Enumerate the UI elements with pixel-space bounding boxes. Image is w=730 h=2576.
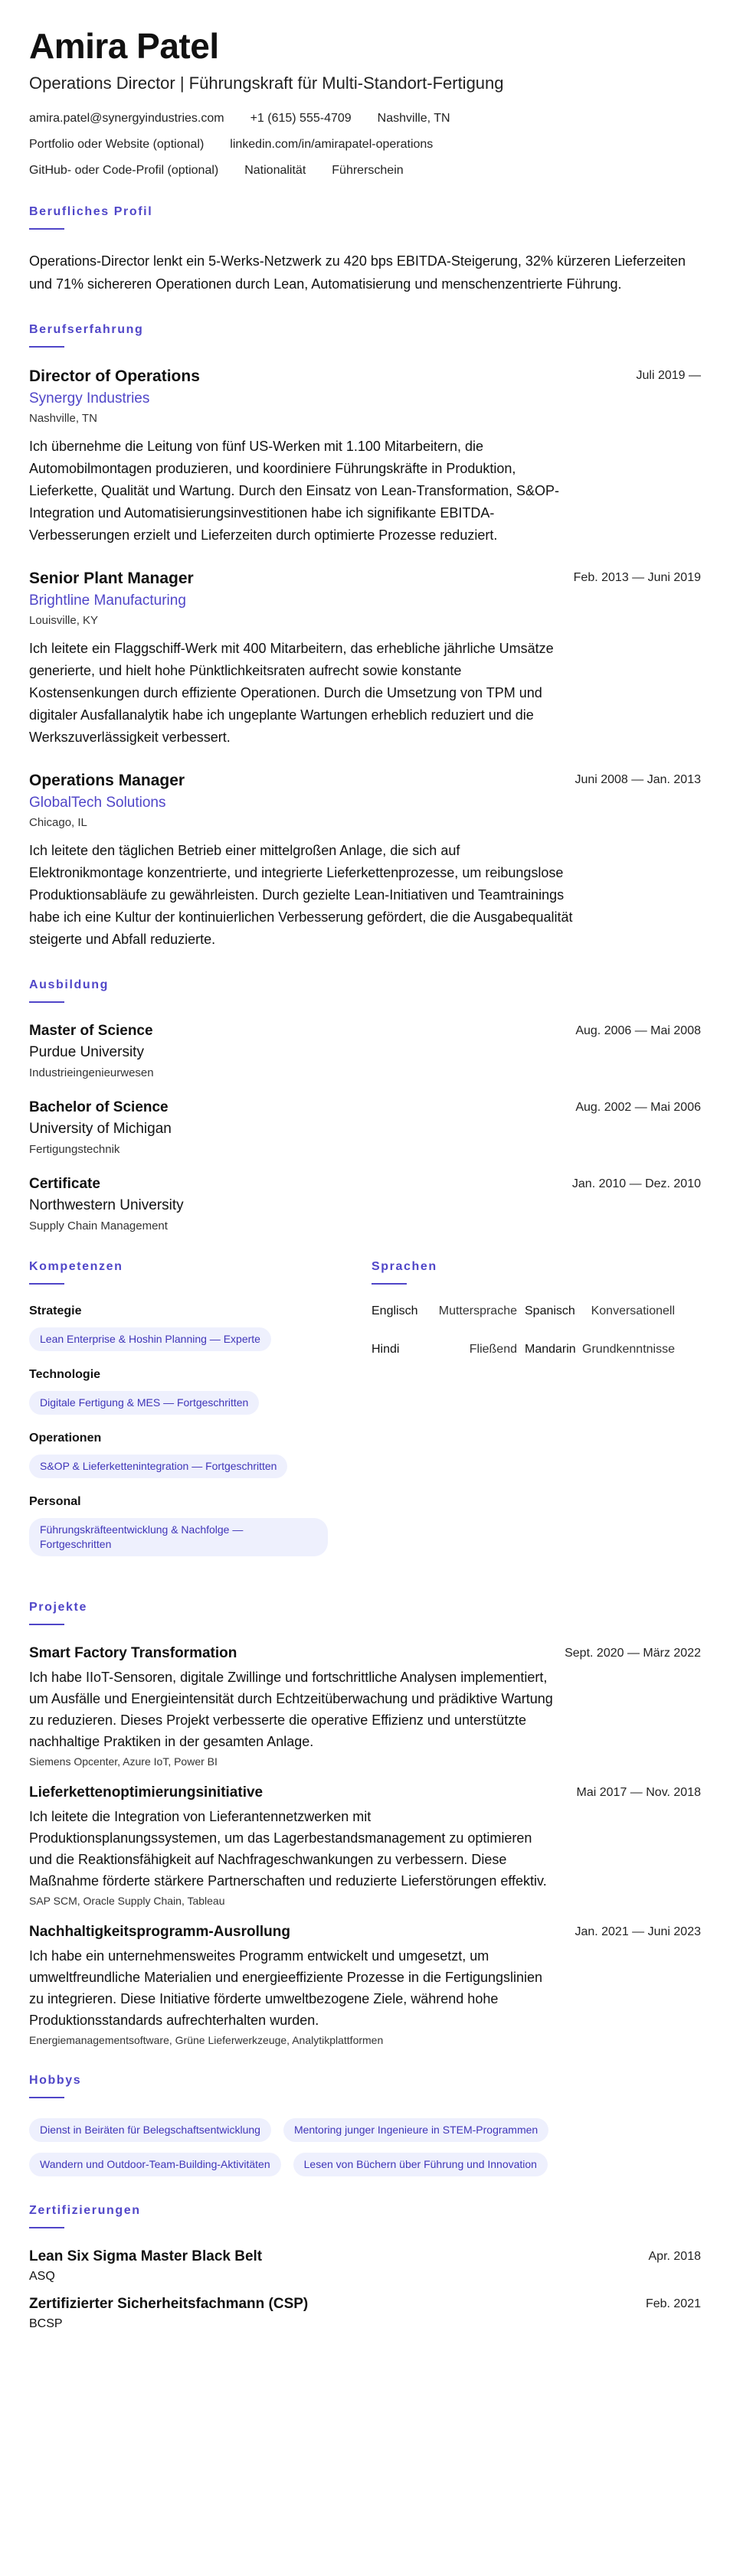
section-title-skills: Kompetenzen	[29, 1260, 123, 1273]
skill-category: Operationen	[29, 1432, 102, 1445]
education-field: Industrieingenieurwesen	[29, 1066, 154, 1079]
skill-category: Technologie	[29, 1368, 101, 1381]
profile-text: Operations-Director lenkt ein 5-Werks-Netzwerk zu 420 bps EBITDA-Steigerung, 32% kürzeren Lieferzeiten und 71% sichereren Operationen durch Lean, Automatisierung und menschenzentrierte Führung.	[29, 253, 686, 292]
job-entry	[29, 772, 701, 951]
project-description: Ich habe ein unternehmensweites Programm entwickelt und umgesetzt, um umweltfreundliche Materialien und energieeffiziente Prozesse in die Fertigungslinien zu integrieren. Diese Initiative förderte umweltbezogene Ziele, während hohe Produktionsstandards aufrechterhalten wurden.	[29, 1948, 543, 2028]
certification-date: Feb. 2021	[645, 2297, 701, 2310]
project-date: Jan. 2021 — Juni 2023	[575, 1925, 701, 1938]
job-company: Brightline Manufacturing	[29, 593, 186, 609]
projects-section	[29, 1601, 701, 2046]
education-entry	[29, 1176, 701, 1232]
certification-issuer: ASQ	[29, 2270, 55, 2283]
certification-name: Lean Six Sigma Master Black Belt	[29, 2248, 263, 2264]
language-name: Englisch	[372, 1304, 418, 1317]
job-location: Chicago, IL	[29, 816, 87, 829]
job-description: Ich leitete ein Flaggschiff-Werk mit 400 Mitarbeitern, das erhebliche jährliche Umsätze generierte, und hielt hohe Pünktlichkeitsraten aufrecht sowie konstante Kostensenkungen durch effiziente Operationen. Durch die Umsetzung von TPM und digitaler Ausfallanalytik habe ich ungeplante Wartungen erheblich reduziert und die Werkszuverlässigkeit verbessert.	[29, 641, 554, 745]
contact-nationality: Nationalität	[244, 164, 306, 177]
project-date: Sept. 2020 — März 2022	[565, 1647, 701, 1660]
project-tech: SAP SCM, Oracle Supply Chain, Tableau	[29, 1895, 225, 1907]
education-school: Purdue University	[29, 1044, 144, 1060]
language-level: Fließend	[469, 1343, 517, 1356]
certifications-section	[29, 2204, 701, 2331]
language-name: Spanisch	[525, 1304, 575, 1317]
section-title-certifications: Zertifizierungen	[29, 2204, 141, 2217]
language-level: Grundkenntnisse	[582, 1343, 675, 1356]
candidate-name: Amira Patel	[29, 26, 219, 66]
project-date: Mai 2017 — Nov. 2018	[576, 1786, 701, 1799]
section-title-languages: Sprachen	[372, 1260, 437, 1273]
section-divider	[29, 2227, 64, 2228]
skill-group	[29, 1304, 351, 1351]
contact-email[interactable]: amira.patel@synergyindustries.com	[29, 112, 224, 125]
language-list	[372, 1304, 701, 1357]
experience-section	[29, 323, 701, 951]
contact-location: Nashville, TN	[377, 112, 450, 125]
skill-group	[29, 1368, 351, 1415]
education-degree: Bachelor of Science	[29, 1099, 169, 1115]
hobbies-section	[29, 2074, 701, 2176]
skill-chip: Lean Enterprise & Hoshin Planning — Experte	[29, 1327, 271, 1351]
education-school: Northwestern University	[29, 1197, 184, 1213]
languages-section	[372, 1260, 701, 1573]
section-divider	[29, 1624, 64, 1625]
skill-category: Personal	[29, 1495, 81, 1508]
education-degree: Certificate	[29, 1176, 100, 1192]
contact-github[interactable]: GitHub- oder Code-Profil (optional)	[29, 164, 219, 177]
education-field: Supply Chain Management	[29, 1219, 168, 1232]
education-degree: Master of Science	[29, 1023, 153, 1039]
contact-row-1	[29, 112, 701, 126]
certification-date: Apr. 2018	[648, 2250, 701, 2263]
skill-category: Strategie	[29, 1304, 82, 1317]
education-date: Aug. 2002 — Mai 2006	[575, 1101, 701, 1114]
hobby-chip: Wandern und Outdoor-Team-Building-Aktivitäten	[29, 2153, 281, 2176]
job-description: Ich übernehme die Leitung von fünf US-Werken mit 1.100 Mitarbeitern, die Automobilmontagen produzieren, und koordiniere Führungskräfte in Produktion, Lieferkette, Qualität und Wartung. Durch den Einsatz von Lean-Transformation, S&OP-Integration und Automatisierungsinvestitionen habe ich signifikante EBITDA-Verbesserungen erzielt und Lieferzeiten durch optimierte Prozesse reduziert.	[29, 439, 560, 543]
project-entry	[29, 1784, 701, 1907]
certification-entry	[29, 2248, 701, 2284]
section-title-hobbies: Hobbys	[29, 2074, 82, 2087]
profile-section	[29, 205, 701, 295]
section-title-experience: Berufserfahrung	[29, 323, 144, 336]
job-title: Operations Manager	[29, 772, 185, 789]
section-divider	[29, 1283, 64, 1285]
section-divider	[29, 228, 64, 230]
education-entry	[29, 1099, 701, 1156]
job-entry	[29, 570, 701, 749]
education-date: Aug. 2006 — Mai 2008	[575, 1024, 701, 1037]
education-school: University of Michigan	[29, 1121, 172, 1137]
job-date: Feb. 2013 — Juni 2019	[573, 571, 701, 584]
hobby-chip: Mentoring junger Ingenieure in STEM-Programmen	[283, 2118, 548, 2142]
hobby-chip: Lesen von Büchern über Führung und Innovation	[293, 2153, 548, 2176]
project-entry	[29, 1924, 701, 2046]
contact-portfolio[interactable]: Portfolio oder Website (optional)	[29, 138, 205, 151]
section-title-projects: Projekte	[29, 1601, 87, 1614]
resume-header	[29, 26, 701, 178]
contact-row-3	[29, 164, 701, 178]
skills-section	[29, 1260, 351, 1573]
project-description: Ich habe IIoT-Sensoren, digitale Zwillinge und fortschrittliche Analysen implementiert, um Ausfälle und Energieintensität durch Echtzeitüberwachung und prädiktive Wartung zu reduzieren. Dieses Projekt verbesserte die operative Effizienz und unterstützte nachhaltige Praktiken in der gesamten Anlage.	[29, 1670, 553, 1749]
contact-license: Führerschein	[332, 164, 404, 177]
project-title: Smart Factory Transformation	[29, 1645, 237, 1661]
skill-chip: S&OP & Lieferkettenintegration — Fortgeschritten	[29, 1455, 287, 1478]
section-divider	[29, 2097, 64, 2098]
education-field: Fertigungstechnik	[29, 1143, 120, 1156]
contact-phone[interactable]: +1 (615) 555-4709	[250, 112, 352, 125]
hobby-chip: Dienst in Beiräten für Belegschaftsentwicklung	[29, 2118, 271, 2142]
job-entry	[29, 367, 701, 547]
job-title: Senior Plant Manager	[29, 570, 194, 587]
section-divider	[372, 1283, 407, 1285]
job-date: Juli 2019 —	[636, 369, 701, 382]
project-title: Nachhaltigkeitsprogramm-Ausrollung	[29, 1924, 290, 1940]
section-title-education: Ausbildung	[29, 978, 109, 991]
section-divider	[29, 346, 64, 348]
certification-issuer: BCSP	[29, 2317, 63, 2330]
education-date: Jan. 2010 — Dez. 2010	[571, 1177, 701, 1190]
contact-row-2	[29, 138, 701, 152]
job-company: GlobalTech Solutions	[29, 795, 166, 811]
language-level: Muttersprache	[438, 1304, 517, 1317]
project-entry	[29, 1645, 701, 1768]
contact-linkedin[interactable]: linkedin.com/in/amirapatel-operations	[230, 138, 434, 151]
education-entry	[29, 1023, 701, 1079]
headline: Operations Director | Führungskraft für Multi-Standort-Fertigung	[29, 73, 504, 93]
skill-chip: Führungskräfteentwicklung & Nachfolge — Fortgeschritten	[29, 1518, 328, 1556]
hobby-list	[29, 2118, 611, 2176]
job-description: Ich leitete den täglichen Betrieb einer mittelgroßen Anlage, die sich auf Elektronikmontage konzentrierte, und integrierte Lieferkettenprozesse, um reibungslose Produktionsabläufe zu gewährleisten. Durch gezielte Lean-Initiativen und Teamtrainings habe ich eine Kultur der kontinuierlichen Verbesserung gefördert, die die Ausgabequalität steigerte und Abfall reduzierte.	[29, 843, 573, 947]
skill-group	[29, 1432, 351, 1478]
project-description: Ich leitete die Integration von Lieferantennetzwerken mit Produktionsplanungssystemen, um das Lagerbestandsmanagement zu optimieren und die Reaktionsfähigkeit auf Nachfrageschwankungen zu verbessern. Diese Maßnahme förderte stärkere Partnerschaften und reduzierte Lieferstörungen effektiv.	[29, 1809, 547, 1889]
certification-entry	[29, 2296, 701, 2331]
job-company: Synergy Industries	[29, 390, 150, 406]
project-tech: Energiemanagementsoftware, Grüne Lieferwerkzeuge, Analytikplattformen	[29, 2034, 384, 2046]
project-title: Lieferkettenoptimierungsinitiative	[29, 1784, 264, 1801]
certification-name: Zertifizierter Sicherheitsfachmann (CSP)	[29, 2296, 309, 2312]
section-title-profile: Berufliches Profil	[29, 205, 153, 218]
language-name: Hindi	[372, 1343, 400, 1356]
skills-languages-row	[29, 1260, 701, 1573]
job-title: Director of Operations	[29, 367, 200, 385]
job-date: Juni 2008 — Jan. 2013	[575, 773, 701, 786]
skill-chip: Digitale Fertigung & MES — Fortgeschritten	[29, 1391, 259, 1415]
section-divider	[29, 1001, 64, 1003]
education-section	[29, 978, 701, 1232]
skill-group	[29, 1495, 351, 1556]
project-tech: Siemens Opcenter, Azure IoT, Power BI	[29, 1755, 218, 1768]
job-location: Louisville, KY	[29, 614, 99, 627]
language-level: Konversationell	[591, 1304, 675, 1317]
language-name: Mandarin	[525, 1343, 576, 1356]
job-location: Nashville, TN	[29, 412, 97, 425]
